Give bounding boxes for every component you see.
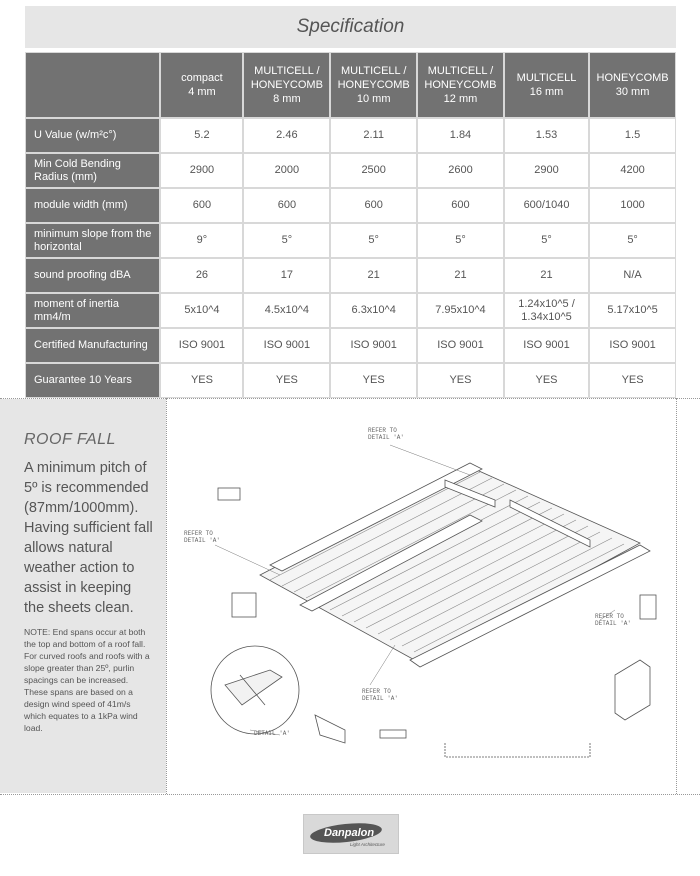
table-cell: YES xyxy=(160,363,243,398)
table-cell: 600/1040 xyxy=(504,188,589,223)
table-cell: 5° xyxy=(330,223,417,258)
table-cell: YES xyxy=(417,363,504,398)
table-cell: 2900 xyxy=(160,153,243,188)
bracket xyxy=(218,488,240,500)
col-line: MULTICELL / xyxy=(340,65,407,77)
label-detail-left: DETAIL 'A' xyxy=(184,537,221,544)
label-detail-a: DETAIL 'A' xyxy=(254,730,291,737)
table-cell: 1.53 xyxy=(504,118,589,153)
table-cell: 5x10^4 xyxy=(160,293,243,328)
spec-row-min-slope xyxy=(25,223,676,258)
end-cap-2 xyxy=(640,595,656,619)
table-cell: 600 xyxy=(417,188,504,223)
spec-header-row xyxy=(25,52,676,118)
table-cell: 600 xyxy=(160,188,243,223)
table-cell: 5° xyxy=(243,223,330,258)
table-cell: 5° xyxy=(589,223,676,258)
danpalon-logo xyxy=(303,814,399,854)
end-cap-channel xyxy=(380,730,406,738)
table-cell: 2900 xyxy=(504,153,589,188)
label-refer-bottom: REFER TO xyxy=(362,688,391,695)
table-cell: YES xyxy=(243,363,330,398)
table-cell: 2.46 xyxy=(243,118,330,153)
spec-row-moment-inertia xyxy=(25,293,676,328)
col-line: 4 mm xyxy=(188,86,216,98)
row-label: Min Cold Bending Radius (mm) xyxy=(25,153,160,188)
table-cell: 21 xyxy=(330,258,417,293)
table-cell: ISO 9001 xyxy=(160,328,243,363)
label-refer-top: REFER TO xyxy=(368,427,397,434)
table-cell: 4200 xyxy=(589,153,676,188)
table-cell: 4.5x10^4 xyxy=(243,293,330,328)
label-refer-left: REFER TO xyxy=(184,530,213,537)
col-line: HONEYCOMB xyxy=(337,79,410,91)
spec-row-certified xyxy=(25,328,676,363)
col-multicell-8mm xyxy=(243,52,330,118)
table-cell: 6.3x10^4 xyxy=(330,293,417,328)
table-cell: 2500 xyxy=(330,153,417,188)
table-cell: N/A xyxy=(589,258,676,293)
row-label: Certified Manufacturing xyxy=(25,328,160,363)
label-detail-top: DETAIL 'A' xyxy=(368,434,405,441)
table-cell: 2000 xyxy=(243,153,330,188)
spec-row-guarantee xyxy=(25,363,676,398)
table-cell: 5.2 xyxy=(160,118,243,153)
corner-profile xyxy=(615,660,650,720)
roof-assembly-diagram xyxy=(170,405,670,789)
roof-fall-body: A minimum pitch of 5º is recommended (87mm/1000mm). Having sufficient fall allows natural weather action to assist in keeping the sheets clean. xyxy=(24,460,153,616)
spec-title-text: Specification xyxy=(296,16,405,37)
col-line: 12 mm xyxy=(443,93,478,105)
panel-divider-right xyxy=(676,398,677,794)
row-label: Guarantee 10 Years xyxy=(25,363,160,398)
col-line: HONEYCOMB xyxy=(596,72,669,84)
table-cell: 600 xyxy=(243,188,330,223)
end-cap xyxy=(232,593,256,617)
table-cell: ISO 9001 xyxy=(243,328,330,363)
col-line: MULTICELL xyxy=(516,72,577,84)
table-cell: ISO 9001 xyxy=(504,328,589,363)
clip xyxy=(315,715,345,743)
col-line: 16 mm xyxy=(529,86,564,98)
spec-row-sound-proofing xyxy=(25,258,676,293)
table-cell: YES xyxy=(589,363,676,398)
col-multicell-16mm xyxy=(504,52,589,118)
col-line: MULTICELL / xyxy=(254,65,320,77)
spec-corner-cell xyxy=(25,52,160,118)
spec-row-module-width xyxy=(25,188,676,223)
table-cell: 5° xyxy=(504,223,589,258)
row-label: sound proofing dBA xyxy=(25,258,160,293)
table-cell: 1.5 xyxy=(589,118,676,153)
spec-title xyxy=(25,6,676,48)
logo-brand: Danpalon xyxy=(324,827,375,839)
col-line: MULTICELL / xyxy=(427,65,494,77)
table-cell: 2.11 xyxy=(330,118,417,153)
col-line: 10 mm xyxy=(356,93,391,105)
table-cell: 600 xyxy=(330,188,417,223)
table-cell: 1000 xyxy=(589,188,676,223)
panel-divider-left xyxy=(166,398,167,794)
table-cell: 21 xyxy=(417,258,504,293)
table-cell: 5° xyxy=(417,223,504,258)
col-compact-4mm xyxy=(160,52,243,118)
section-divider-bottom xyxy=(0,794,700,795)
table-cell: 2600 xyxy=(417,153,504,188)
table-cell: 1.24x10^5 / 1.34x10^5 xyxy=(504,293,589,328)
roof-fall-title: ROOF FALL xyxy=(24,431,116,448)
spec-table xyxy=(25,52,676,398)
row-label: moment of inertia mm4/m xyxy=(25,293,160,328)
row-label: U Value (w/m²c°) xyxy=(25,118,160,153)
table-cell: ISO 9001 xyxy=(417,328,504,363)
table-cell: YES xyxy=(504,363,589,398)
col-multicell-10mm xyxy=(330,52,417,118)
spec-row-u-value xyxy=(25,118,676,153)
label-detail-bottom: DETAIL 'A' xyxy=(362,695,399,702)
table-cell: 17 xyxy=(243,258,330,293)
u-channel xyxy=(445,743,590,757)
logo-tagline: Light Architecture xyxy=(350,842,385,847)
table-cell: 21 xyxy=(504,258,589,293)
row-label: module width (mm) xyxy=(25,188,160,223)
col-line: 8 mm xyxy=(273,93,301,105)
col-line: 30 mm xyxy=(615,86,650,98)
col-line: HONEYCOMB xyxy=(250,79,323,91)
col-line: HONEYCOMB xyxy=(424,79,497,91)
table-cell: 5.17x10^5 xyxy=(589,293,676,328)
row-label: minimum slope from the horizontal xyxy=(25,223,160,258)
logo-mark xyxy=(304,815,398,853)
table-cell: YES xyxy=(330,363,417,398)
label-refer-right: REFER TO xyxy=(595,613,624,620)
table-cell: 26 xyxy=(160,258,243,293)
col-line: compact xyxy=(181,72,223,84)
table-cell: ISO 9001 xyxy=(330,328,417,363)
table-cell: 9° xyxy=(160,223,243,258)
table-cell: 7.95x10^4 xyxy=(417,293,504,328)
roof-fall-note: NOTE: End spans occur at both the top and bottom of a roof fall. For curved roofs and roofs with a slope greater than 25º, purlin spacings can be increased. These spans are based on a design wind speed of 41m/s which equates to a 1kPa wind load. xyxy=(24,627,150,733)
table-cell: 1.84 xyxy=(417,118,504,153)
spec-row-bending-radius xyxy=(25,153,676,188)
col-multicell-12mm xyxy=(417,52,504,118)
label-detail-right: DETAIL 'A' xyxy=(595,620,632,627)
table-cell: ISO 9001 xyxy=(589,328,676,363)
col-honeycomb-30mm xyxy=(589,52,676,118)
